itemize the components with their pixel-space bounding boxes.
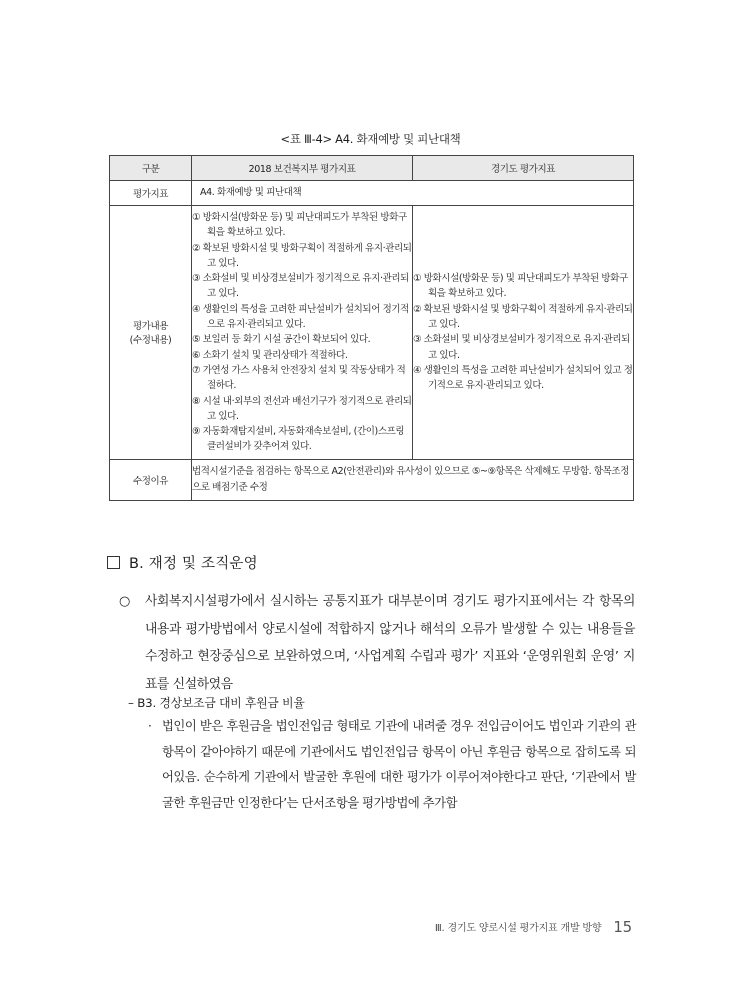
list-item: ② 확보된 방화시설 및 방화구획이 적절하게 유지·관리되고 있다. <box>413 303 633 331</box>
content-label-line2: (수정내용) <box>129 335 172 347</box>
list-item: ⑤ 보일러 등 화기 시설 공간이 확보되어 있다. <box>192 334 371 346</box>
content-label-line1: 평가내용 <box>132 321 169 333</box>
header-gyeonggi: 경기도 평가지표 <box>413 156 634 181</box>
list-item: ⑨ 자동화재탐지설비, 자동화재속보설비, (간이)스프링클러설비가 갖추어져 있다. <box>192 426 405 453</box>
section-heading <box>107 552 258 573</box>
evaluation-table <box>109 155 634 501</box>
reason-value: 법적시설기준을 점검하는 항목으로 A2(안전관리)와 유사성이 있으므로 ⑤~⑨항목은 삭제해도 무방함. 항목조정으로 배점기준 수정 <box>192 459 634 500</box>
list-item: ④ 생활인의 특성을 고려한 피난설비가 설치되어 있고 정기적으로 유지·관리되고 있다. <box>413 364 633 392</box>
table-caption: <표 Ⅲ-4> A4. 화재예방 및 피난대책 <box>280 132 461 146</box>
list-item: ④ 생활인의 특성을 고려한 피난설비가 설치되어 정기적으로 유지·관리되고 있다. <box>192 303 409 331</box>
header-mohw-2018: 2018 보건복지부 평가지표 <box>192 156 413 181</box>
page-footer <box>435 918 632 936</box>
list-item: ① 방화시설(방화문 등) 및 피난대피도가 부착된 방화구획을 확보하고 있다. <box>413 273 628 300</box>
header-category: 구분 <box>110 156 192 181</box>
page-number: 15 <box>613 918 632 936</box>
table-row-indicator <box>110 181 634 206</box>
list-item: ⑥ 소화기 설치 및 관리상태가 적절하다. <box>192 349 348 361</box>
table-header-row <box>110 156 634 181</box>
dot-bullet-icon: · <box>148 719 152 733</box>
mohw-items <box>192 206 413 460</box>
list-item: ③ 소화설비 및 비상경보설비가 정기적으로 유지·관리되고 있다. <box>192 273 409 300</box>
section-title: B. 재정 및 조직운영 <box>129 556 258 572</box>
list-item: ⑦ 가연성 가스 사용처 안전장치 설치 및 작동상태가 적절하다. <box>192 364 406 392</box>
list-item: ① 방화시설(방화문 등) 및 피난대피도가 부착된 방화구획을 확보하고 있다. <box>192 212 407 239</box>
square-bullet-icon <box>107 556 120 569</box>
body-paragraph: 사회복지시설평가에서 실시하는 공통지표가 대부분이며 경기도 평가지표에서는 각 항목의 내용과 평가방법에서 양로시설에 적합하지 않거나 해석의 오류가 발생할 수 있는 내용들을 수정하고 현장중심으로 보완하였으며, ‘사업계획 수립과 평가’ 지표와 ‘운영위원회 운영’ 지표를 신설하였음 <box>145 594 635 692</box>
table-row-content <box>110 206 634 460</box>
gyeonggi-items <box>413 206 634 460</box>
reason-label: 수정이유 <box>110 459 192 500</box>
table-row-reason <box>110 459 634 500</box>
indicator-value: A4. 화재예방 및 피난대책 <box>192 181 634 206</box>
sub-heading: – B3. 경상보조금 대비 후원금 비율 <box>128 696 305 710</box>
list-item: ⑧ 시설 내·외부의 전선과 배선기구가 정기적으로 관리되고 있다. <box>192 395 412 422</box>
running-title: Ⅲ. 경기도 양로시설 평가지표 개발 방향 <box>434 923 602 934</box>
content-label <box>110 206 192 460</box>
indicator-label: 평가지표 <box>110 181 192 206</box>
list-item: ② 확보된 방화시설 및 방화구획이 적절하게 유지·관리되고 있다. <box>192 242 412 269</box>
sub-paragraph: 법인이 받은 후원금을 법인전입금 형태로 기관에 내려줄 경우 전입금이어도 법인과 기관의 관항목이 같아야하기 때문에 기관에서도 법인전입금 항목이 아닌 후원금 항목으로 잡히도록 되어있음. 순수하게 기관에서 발굴한 후원에 대한 평가가 이루어져야한다고 판단, ‘기관에서 발굴한 후원금만 인정한다’는 단서조항을 평가방법에 추가함 <box>162 719 636 810</box>
circle-bullet-icon: ○ <box>119 594 131 609</box>
list-item: ③ 소화설비 및 비상경보설비가 정기적으로 유지·관리되고 있다. <box>413 334 630 361</box>
